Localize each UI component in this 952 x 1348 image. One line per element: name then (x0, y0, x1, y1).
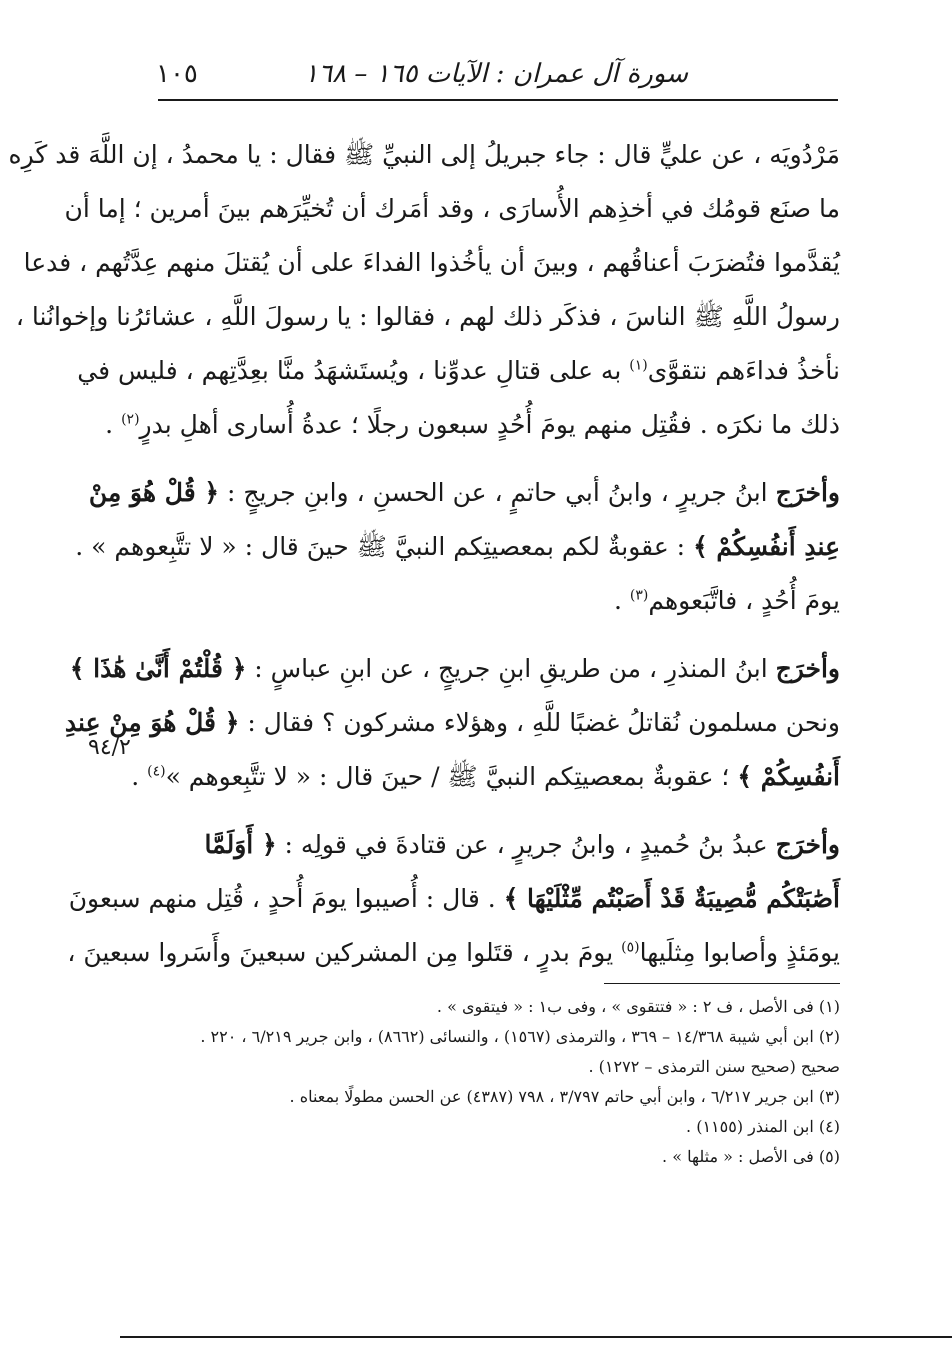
footnote-mark: (٣) (629, 587, 649, 604)
paragraph-1 (8, 128, 840, 452)
text-segment: . (613, 586, 622, 615)
footnote-mark: (٢) (121, 411, 140, 428)
text-line: ما صنَع قومُك في أخذِهم الأُسارَى ، وقد أمَرك أن تُخيِّرَهم بينَ أمرين ؛ إما أن (64, 194, 840, 223)
text-segment: . (105, 410, 114, 439)
quran-quote: ﴿ أَوَلَمَّا (204, 830, 277, 859)
text-line: يُقدَّموا فتُضرَبَ أعناقُهم ، وبينَ أن يأخُذوا الفداءَ على أن يُقتلَ منهم عِدَّتُهم ، فدعا (23, 248, 840, 277)
paragraph-lead: وأخرَج (775, 830, 840, 859)
text-segment: ونحن مسلمون نُقاتلُ غضبًا للَّهِ ، وهؤلاء مشركون ؟ فقال : (247, 708, 840, 737)
footnote: (٤) ابن المنذر (١١٥٥) . (686, 1117, 840, 1136)
paragraph-lead: وأخرَج (775, 654, 840, 683)
text-line (105, 398, 840, 452)
quran-quote: عِندِ أَنفُسِكُمْ ﴾ (693, 532, 840, 561)
text-line (156, 574, 840, 628)
footnote: (٢) ابن أبي شيبة ١٤/٣٦٨ – ٣٦٩ ، والترمذى (١٥٦٧) ، والنسائى (٨٦٦٢) ، وابن جرير ٦/٢١٩ ، ٢٢٠ . (200, 1027, 840, 1046)
text-segment: نأخذُ فداءَهم نتقوَّى (647, 356, 840, 385)
header-rule (158, 99, 838, 101)
footnote: (٣) ابن جرير ٦/٢١٧ ، وابن أبي حاتم ٣/٧٩٧ ، ٧٩٨ (٤٣٨٧) عن الحسن مطولًا بمعناه . (289, 1087, 840, 1106)
footnote: (٥) فى الأصل : « مثلها » . (662, 1147, 840, 1166)
text-segment: يومَ أُحُدٍ ، فاتَّبَعوهم (648, 586, 840, 615)
text-segment: ؛ عقوبةٌ بمعصيتِكم النبيَّ ﷺ / حينَ قال : « لا تتَّبِعوهم » (165, 762, 730, 791)
paragraph-2 (75, 466, 840, 628)
text-line (68, 872, 840, 926)
footnote-mark: (٥) (621, 939, 640, 956)
footnote-separator (604, 983, 840, 984)
text-segment: به على قتالِ عدوِّنا ، ويُستَشهَدُ منَّا بعِدَّتِهم ، فليس في (77, 356, 622, 385)
text-line (75, 520, 840, 574)
footnote-mark: (١) (629, 357, 648, 374)
scan-edge-line (120, 1336, 952, 1338)
footnote-continuation: صحيح (صحيح سنن الترمذى – ١٢٧٢) . (588, 1057, 840, 1076)
paragraph-4 (67, 818, 840, 980)
quran-quote: ﴿ قُلْتُمْ أَنَّىٰ هَٰذَا ﴾ (69, 654, 247, 683)
text-segment: يومَئذٍ وأصابوا مِثلَيها (639, 938, 840, 967)
margin-page-reference: ٩٤/٢ (88, 735, 131, 760)
text-line (69, 642, 840, 696)
text-line: مَرْدُويَه ، عن عليٍّ قال : جاء جبريلُ إلى النبيِّ ﷺ فقال : يا محمدُ ، إن اللَّهَ قد كَرِه (8, 140, 840, 169)
text-line (77, 344, 840, 398)
text-segment: ابنُ المنذرِ ، من طريقِ ابنِ جريجٍ ، عن ابنِ عباسٍ : (254, 654, 768, 683)
text-line (67, 926, 840, 980)
text-segment: يومَ بدرٍ ، قتَلوا مِن المشركين سبعينَ وأَسَروا سبعينَ ، (67, 938, 614, 967)
footnote: (١) فى الأصل ، ف ٢ : « فتتقوى » ، وفى ب١ : « فيتقوى » . (436, 997, 840, 1016)
text-segment: ذلك ما نكرَه . فقُتِل منهم يومَ أُحُدٍ سبعون رجلًا ؛ عدةُ أُسارى أهلِ بدرٍ (139, 410, 840, 439)
text-segment: . (131, 762, 140, 791)
running-header-title: سورة آل عمران : الآيات ١٦٥ – ١٦٨ (304, 59, 688, 89)
quran-quote: أَصَٰبَتْكُم مُّصِيبَةٌ قَدْ أَصَبْتُم مِّثْلَيْهَا ﴾ (503, 884, 840, 913)
text-segment: ابنُ جريرٍ ، وابنُ أبي حاتمٍ ، عن الحسنِ ، وابنِ جريجٍ : (226, 478, 768, 507)
text-line: رسولُ اللَّهِ ﷺ الناسَ ، فذكَر ذلك لهم ، فقالوا : يا رسولَ اللَّهِ ، عشائرُنا وإخوانُنا ، (15, 302, 840, 331)
footnotes (156, 992, 840, 1172)
page-number: ١٠٥ (156, 59, 198, 89)
quran-quote: ﴿ قُلْ هُوَ مِنْ (88, 478, 219, 507)
text-segment: . قال : أُصيبوا يومَ أُحدٍ ، قُتِل منهم سبعونَ (68, 884, 496, 913)
footnote-mark: (٤) (147, 763, 166, 780)
quran-quote: ﴿ قُلْ هُوَ مِنْ عِندِ (64, 708, 240, 737)
text-line (131, 750, 840, 804)
paragraph-lead: وأخرَج (775, 478, 840, 507)
text-segment: عبدُ بنُ حُميدٍ ، وابنُ جريرٍ ، عن قتادةَ في قولِه : (284, 830, 768, 859)
text-line (156, 818, 840, 872)
quran-quote: أَنفُسِكُمْ ﴾ (737, 762, 840, 791)
text-segment: : عقوبةٌ لكم بمعصيتِكم النبيَّ ﷺ حينَ قال : « لا تتَّبِعوهم » . (75, 532, 686, 561)
text-line (88, 466, 840, 520)
